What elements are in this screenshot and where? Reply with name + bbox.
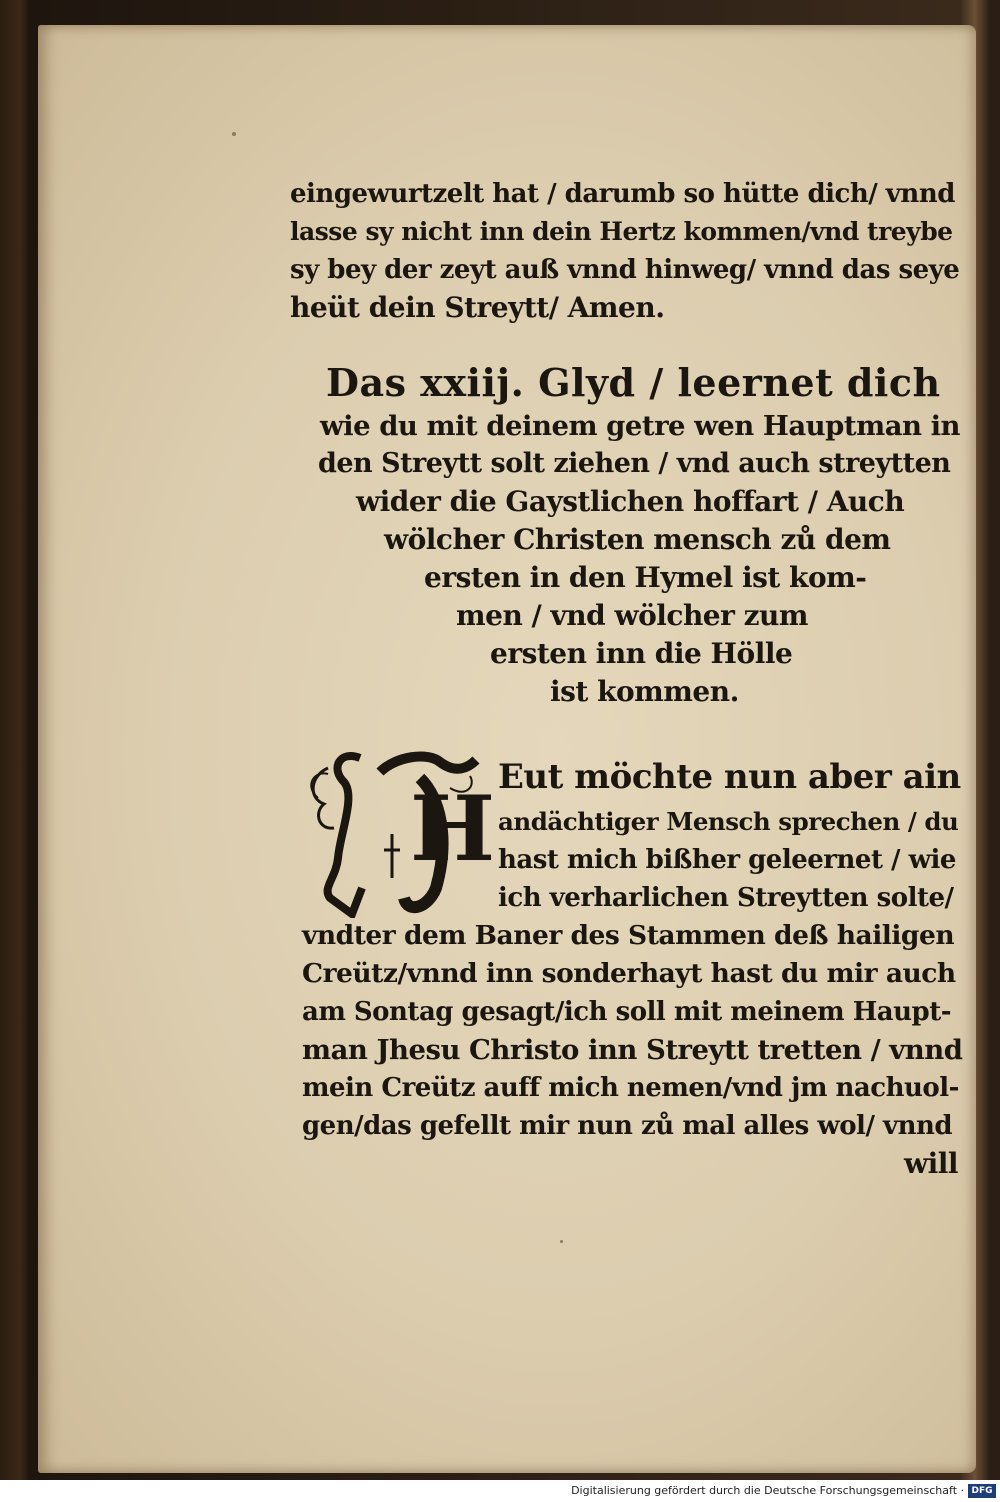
text-line: lasse sy nicht inn dein Hertz kommen/vnd treybe	[290, 217, 953, 246]
heading-line: men / vnd wölcher zum	[456, 599, 808, 632]
heading-title-line: Das xxiij. Glyd / leernet dich	[326, 360, 941, 405]
text-line: vndter dem Baner des Stammen deß hailigen	[302, 920, 955, 951]
paper-speck	[232, 132, 236, 136]
heading-line: ersten inn die Hölle	[490, 637, 793, 670]
heading-line: wider die Gaystlichen hoffart / Auch	[356, 485, 905, 518]
text-line: eingewurtzelt hat / darumb so hütte dich/ vnnd	[290, 179, 955, 209]
text-line: heüt dein Streytt/ Amen.	[290, 291, 665, 324]
heading-line: wie du mit deinem getre wen Hauptman in	[320, 410, 961, 442]
decorated-initial	[300, 738, 498, 918]
heading-line: ersten in den Hymel ist kom-	[424, 561, 867, 594]
initial-ornament-graphic	[300, 738, 498, 918]
footer-credit: Digitalisierung gefördert durch die Deutsche Forschungsgemeinschaft ·	[571, 1484, 964, 1497]
paper-speck	[560, 1240, 563, 1243]
text-line: andächtiger Mensch sprechen / du	[498, 807, 959, 836]
text-line: Eut möchte nun aber ain	[498, 757, 961, 797]
dfg-logo: DFG	[968, 1484, 996, 1498]
text-line: mein Creütz auff mich nemen/vnd jm nachuol-	[302, 1073, 959, 1103]
text-line: ich verharlichen Streytten solte/	[498, 883, 954, 913]
text-line: sy bey der zeyt auß vnnd hinweg/ vnnd das seye	[290, 255, 960, 285]
heading-line: wölcher Christen mensch zů dem	[384, 523, 891, 556]
text-line: Creütz/vnnd inn sonderhayt hast du mir auch	[302, 958, 956, 989]
heading-line: ist kommen.	[550, 675, 739, 708]
text-line: hast mich bißher geleernet / wie	[498, 845, 956, 875]
text-line: gen/das gefellt mir nun zů mal alles wol/ vnnd	[302, 1111, 953, 1141]
text-line: man Jhesu Christo inn Streytt tretten / vnnd	[302, 1034, 963, 1066]
heading-line: den Streytt solt ziehen / vnd auch streytten	[318, 448, 951, 479]
text-line: am Sontag gesagt/ich soll mit meinem Haupt-	[302, 997, 952, 1027]
catchword: will	[904, 1147, 959, 1180]
initial-letter: H	[410, 776, 496, 882]
